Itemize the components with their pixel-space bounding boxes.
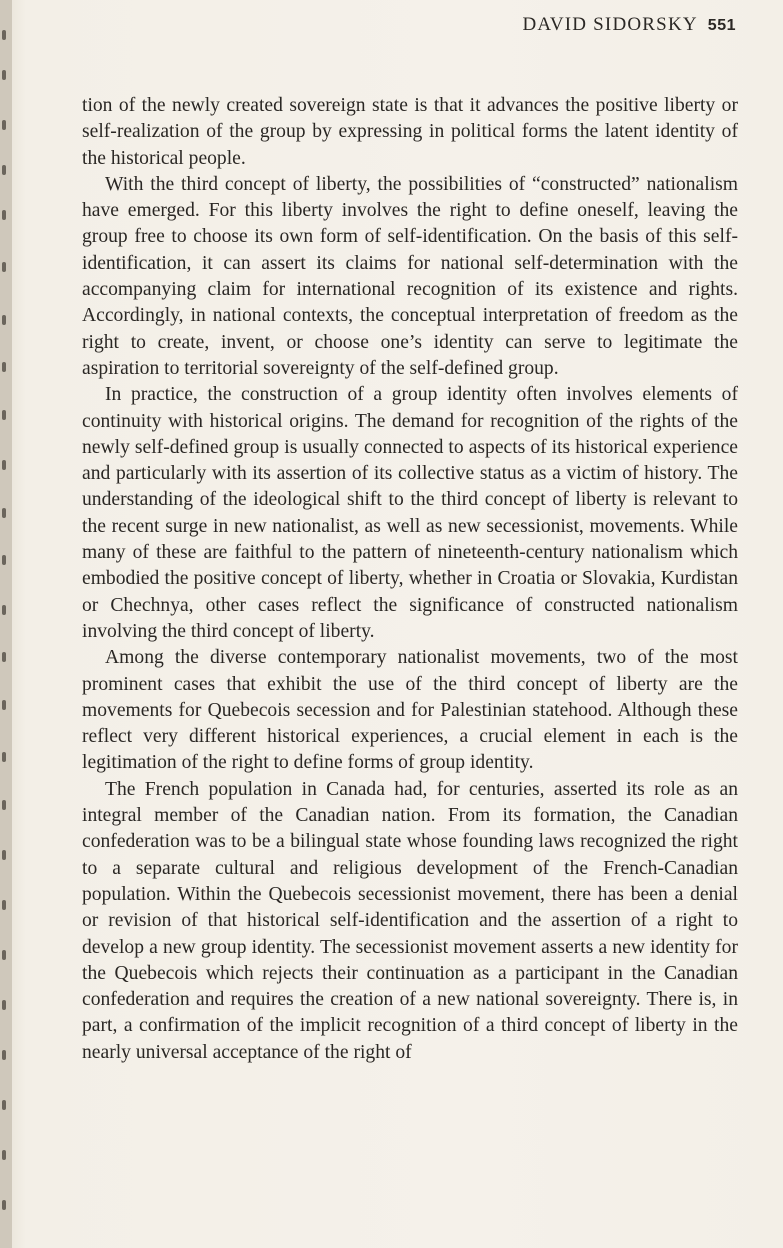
paragraph: Among the diverse contemporary nationalist movements, two of the most prominent cases that exhibit the use of the third concept of liberty are the movements for Quebecois secession and for Palestinian statehood. Although these reflect very different historical experiences, a crucial element in each is the legitimation of the right to define forms of group identity.: [82, 647, 738, 774]
binding-gutter-shadow: [0, 0, 12, 1248]
running-head: [522, 14, 736, 36]
paragraph: In practice, the construction of a group identity often involves elements of continuity with historical origins. The demand for recognition of the rights of the newly self-defined group is usually connected to aspects of its historical experience and particularly with its assertion of its collective status as a victim of history. The understanding of the ideological shift to the third concept of liberty is relevant to the recent surge in new nationalist, as well as new secessionist, movements. While many of these are faithful to the pattern of nineteenth-century nationalism which embodied the positive concept of liberty, whether in Croatia or Slovakia, Kurdistan or Chechnya, other cases reflect the significance of constructed nationalism involving the third concept of liberty.: [82, 384, 738, 642]
running-head-author: DAVID SIDORSKY: [522, 14, 698, 35]
page-number: 551: [707, 17, 736, 34]
body-text: [82, 93, 738, 1066]
paragraph: The French population in Canada had, for centuries, asserted its role as an integral member of the Canadian nation. From its formation, the Canadian confederation was to be a bilingual state whose founding laws recognized the right to a separate cultural and religious development of the French-Canadian population. Within the Quebecois secessionist movement, there has been a denial or revision of that historical self-identification and the assertion of a right to develop a new group identity. The secessionist movement asserts a new identity for the Quebecois which rejects their continuation as a participant in the Canadian confederation and requires the creation of a new national sovereignty. There is, in part, a confirmation of the implicit recognition of a third concept of liberty in the nearly universal acceptance of the right of: [82, 778, 738, 1063]
paragraph-continued: tion of the newly created sovereign state is that it advances the positive liberty or self-realization of the group by expressing in political forms the latent identity of the historical people.: [82, 95, 738, 169]
paragraph: With the third concept of liberty, the possibilities of “constructed” nationalism have emerged. For this liberty involves the right to define oneself, leaving the group free to choose its own form of self-identification. On the basis of this self-identification, it can assert its claims for national self-determination with the accompanying claim for international recognition of its existence and rights. Accordingly, in national contexts, the conceptual interpretation of freedom as the right to create, invent, or choose one’s identity can serve to legitimate the aspiration to territorial sovereignty of the self-defined group.: [82, 173, 738, 379]
